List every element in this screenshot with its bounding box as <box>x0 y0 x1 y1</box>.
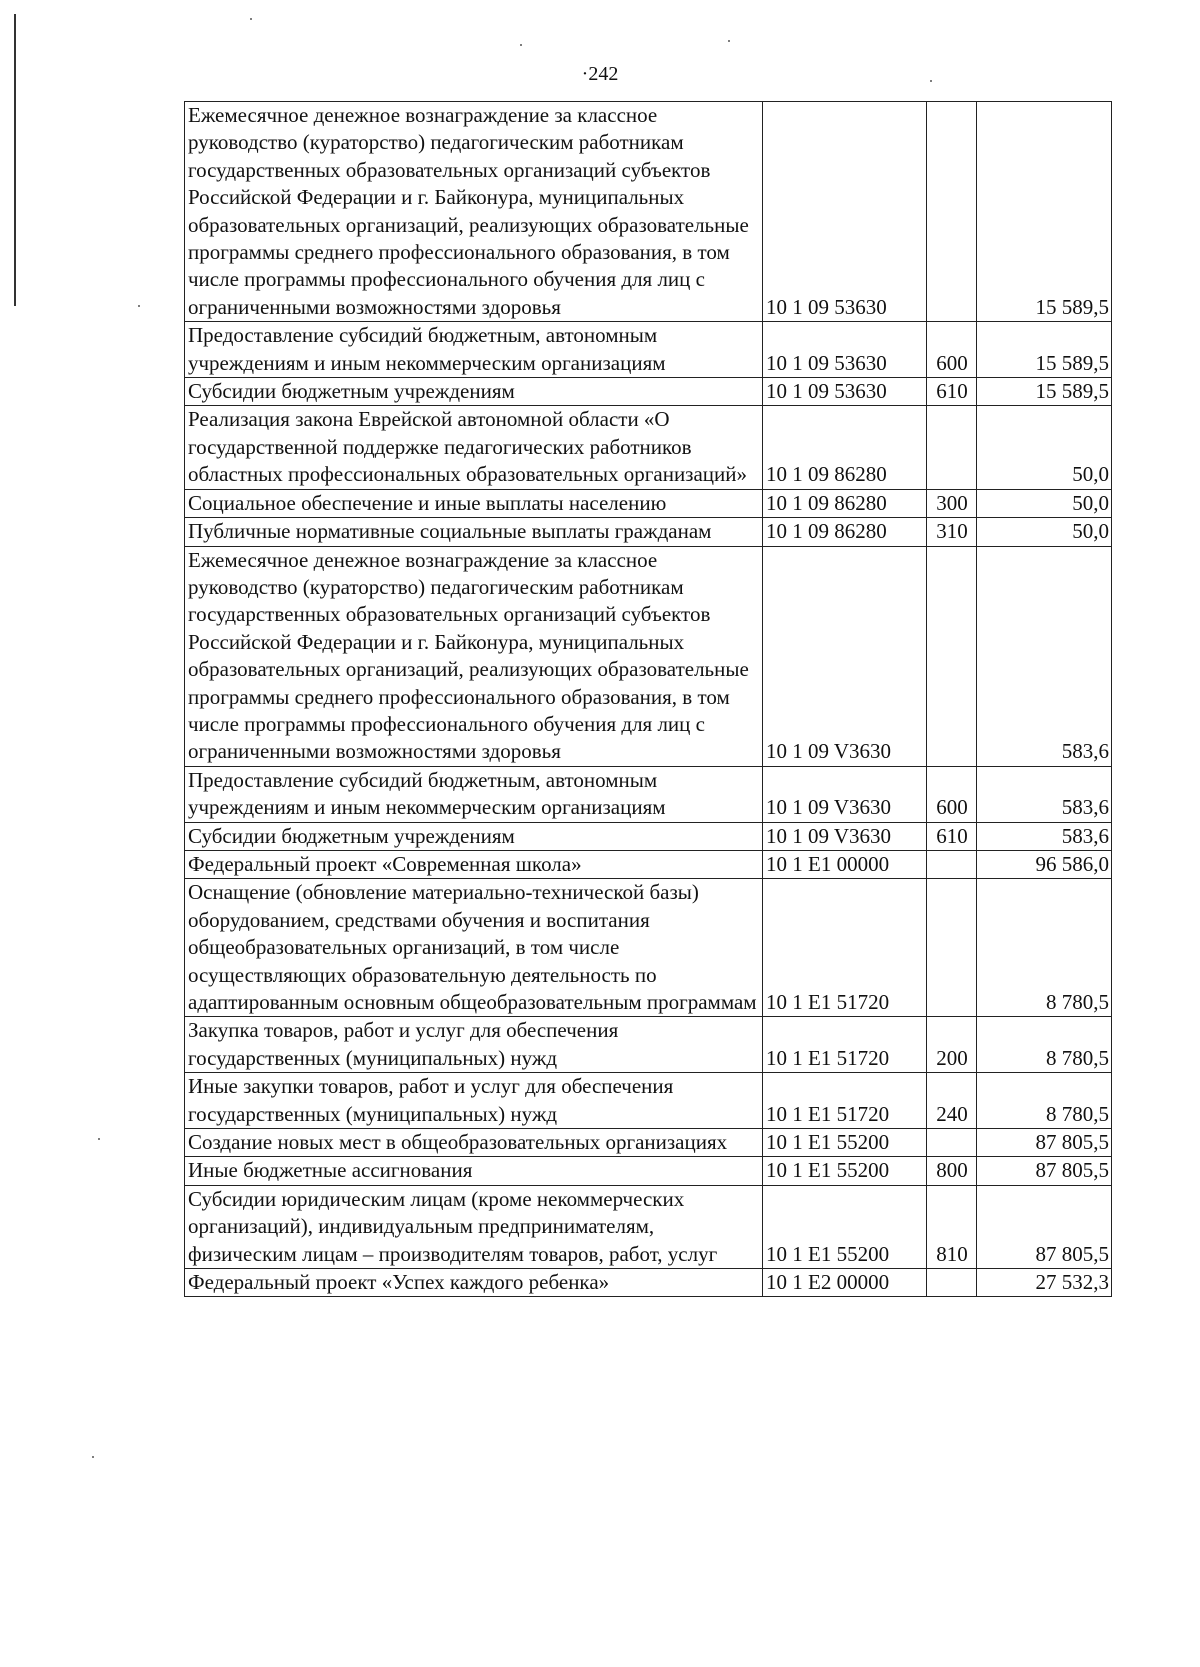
row-code: 10 1 E1 51720 <box>763 1073 927 1129</box>
table-row <box>185 489 1112 517</box>
row-code: 10 1 E2 00000 <box>763 1269 927 1297</box>
row-amount: 50,0 <box>977 518 1112 546</box>
row-description: Создание новых мест в общеобразовательных организациях <box>185 1129 763 1157</box>
scan-speck <box>250 18 252 20</box>
table-row <box>185 1269 1112 1297</box>
row-expense-type: 310 <box>927 518 977 546</box>
table-row <box>185 546 1112 766</box>
row-amount: 15 589,5 <box>977 378 1112 406</box>
row-expense-type <box>927 1269 977 1297</box>
row-amount: 15 589,5 <box>977 322 1112 378</box>
row-code: 10 1 E1 55200 <box>763 1157 927 1185</box>
row-code: 10 1 09 86280 <box>763 489 927 517</box>
row-code: 10 1 09 53630 <box>763 102 927 322</box>
row-expense-type: 300 <box>927 489 977 517</box>
row-expense-type: 600 <box>927 766 977 822</box>
row-expense-type: 240 <box>927 1073 977 1129</box>
row-description: Федеральный проект «Успех каждого ребенка» <box>185 1269 763 1297</box>
row-amount: 96 586,0 <box>977 850 1112 878</box>
row-description: Ежемесячное денежное вознаграждение за классное руководство (кураторство) педагогическим работникам государственных образовательных организаций субъектов Российской Федерации и г. Байконура, муниципальных образовательных организаций, реализующих образовательные программы среднего профессионального образования, в том числе программы профессионального обучения для лиц с ограниченными возможностями здоровья <box>185 102 763 322</box>
row-code: 10 1 09 86280 <box>763 406 927 489</box>
budget-table <box>184 101 1112 1297</box>
row-amount: 583,6 <box>977 822 1112 850</box>
row-expense-type <box>927 850 977 878</box>
row-amount: 87 805,5 <box>977 1157 1112 1185</box>
row-amount: 87 805,5 <box>977 1129 1112 1157</box>
row-amount: 583,6 <box>977 766 1112 822</box>
row-amount: 8 780,5 <box>977 1017 1112 1073</box>
row-description: Оснащение (обновление материально-технической базы) оборудованием, средствами обучения и воспитания общеобразовательных организаций, в том числе осуществляющих образовательную деятельность по адаптированным основным общеобразовательным программам <box>185 879 763 1017</box>
row-description: Предоставление субсидий бюджетным, автономным учреждениям и иным некоммерческим организациям <box>185 322 763 378</box>
row-description: Закупка товаров, работ и услуг для обеспечения государственных (муниципальных) нужд <box>185 1017 763 1073</box>
table-row <box>185 1017 1112 1073</box>
table-row <box>185 518 1112 546</box>
row-expense-type <box>927 406 977 489</box>
row-expense-type <box>927 546 977 766</box>
row-description: Публичные нормативные социальные выплаты гражданам <box>185 518 763 546</box>
row-expense-type: 610 <box>927 378 977 406</box>
page-number: ·242 <box>581 63 619 85</box>
row-expense-type: 600 <box>927 322 977 378</box>
row-code: 10 1 09 V3630 <box>763 766 927 822</box>
row-amount: 50,0 <box>977 406 1112 489</box>
row-description: Субсидии бюджетным учреждениям <box>185 378 763 406</box>
row-amount: 8 780,5 <box>977 879 1112 1017</box>
row-code: 10 1 09 V3630 <box>763 546 927 766</box>
scan-speck <box>98 1138 100 1140</box>
row-amount: 8 780,5 <box>977 1073 1112 1129</box>
row-description: Субсидии юридическим лицам (кроме некоммерческих организаций), индивидуальным предпринимателям, физическим лицам – производителям товаров, работ, услуг <box>185 1185 763 1268</box>
row-expense-type: 200 <box>927 1017 977 1073</box>
table-row <box>185 1157 1112 1185</box>
row-description: Ежемесячное денежное вознаграждение за классное руководство (кураторство) педагогическим работникам государственных образовательных организаций субъектов Российской Федерации и г. Байконура, муниципальных образовательных организаций, реализующих образовательные программы среднего профессионального образования, в том числе программы профессионального обучения для лиц с ограниченными возможностями здоровья <box>185 546 763 766</box>
table-row <box>185 322 1112 378</box>
scan-speck <box>138 305 140 307</box>
row-description: Предоставление субсидий бюджетным, автономным учреждениям и иным некоммерческим организациям <box>185 766 763 822</box>
row-description: Субсидии бюджетным учреждениям <box>185 822 763 850</box>
row-amount: 87 805,5 <box>977 1185 1112 1268</box>
row-description: Иные бюджетные ассигнования <box>185 1157 763 1185</box>
scan-speck <box>728 40 730 42</box>
row-code: 10 1 09 V3630 <box>763 822 927 850</box>
table-row <box>185 766 1112 822</box>
row-description: Социальное обеспечение и иные выплаты населению <box>185 489 763 517</box>
row-expense-type <box>927 1129 977 1157</box>
row-expense-type: 810 <box>927 1185 977 1268</box>
row-code: 10 1 09 53630 <box>763 322 927 378</box>
row-code: 10 1 E1 55200 <box>763 1185 927 1268</box>
scan-speck <box>92 1456 94 1458</box>
row-description: Федеральный проект «Современная школа» <box>185 850 763 878</box>
table-row <box>185 850 1112 878</box>
row-amount: 50,0 <box>977 489 1112 517</box>
row-expense-type <box>927 102 977 322</box>
row-code: 10 1 09 86280 <box>763 518 927 546</box>
row-description: Реализация закона Еврейской автономной области «О государственной поддержке педагогических работников областных профессиональных образовательных организаций» <box>185 406 763 489</box>
table-row <box>185 406 1112 489</box>
budget-table-body <box>185 102 1112 1297</box>
table-row <box>185 1129 1112 1157</box>
row-description: Иные закупки товаров, работ и услуг для обеспечения государственных (муниципальных) нужд <box>185 1073 763 1129</box>
table-row <box>185 1073 1112 1129</box>
table-row <box>185 822 1112 850</box>
scan-speck <box>520 44 522 46</box>
row-code: 10 1 E1 00000 <box>763 850 927 878</box>
table-row <box>185 1185 1112 1268</box>
row-expense-type: 800 <box>927 1157 977 1185</box>
row-code: 10 1 E1 55200 <box>763 1129 927 1157</box>
scan-edge-line <box>14 14 16 306</box>
row-code: 10 1 E1 51720 <box>763 1017 927 1073</box>
table-row <box>185 879 1112 1017</box>
row-amount: 583,6 <box>977 546 1112 766</box>
table-row <box>185 102 1112 322</box>
row-code: 10 1 E1 51720 <box>763 879 927 1017</box>
row-expense-type: 610 <box>927 822 977 850</box>
row-amount: 27 532,3 <box>977 1269 1112 1297</box>
row-amount: 15 589,5 <box>977 102 1112 322</box>
table-row <box>185 378 1112 406</box>
row-expense-type <box>927 879 977 1017</box>
row-code: 10 1 09 53630 <box>763 378 927 406</box>
